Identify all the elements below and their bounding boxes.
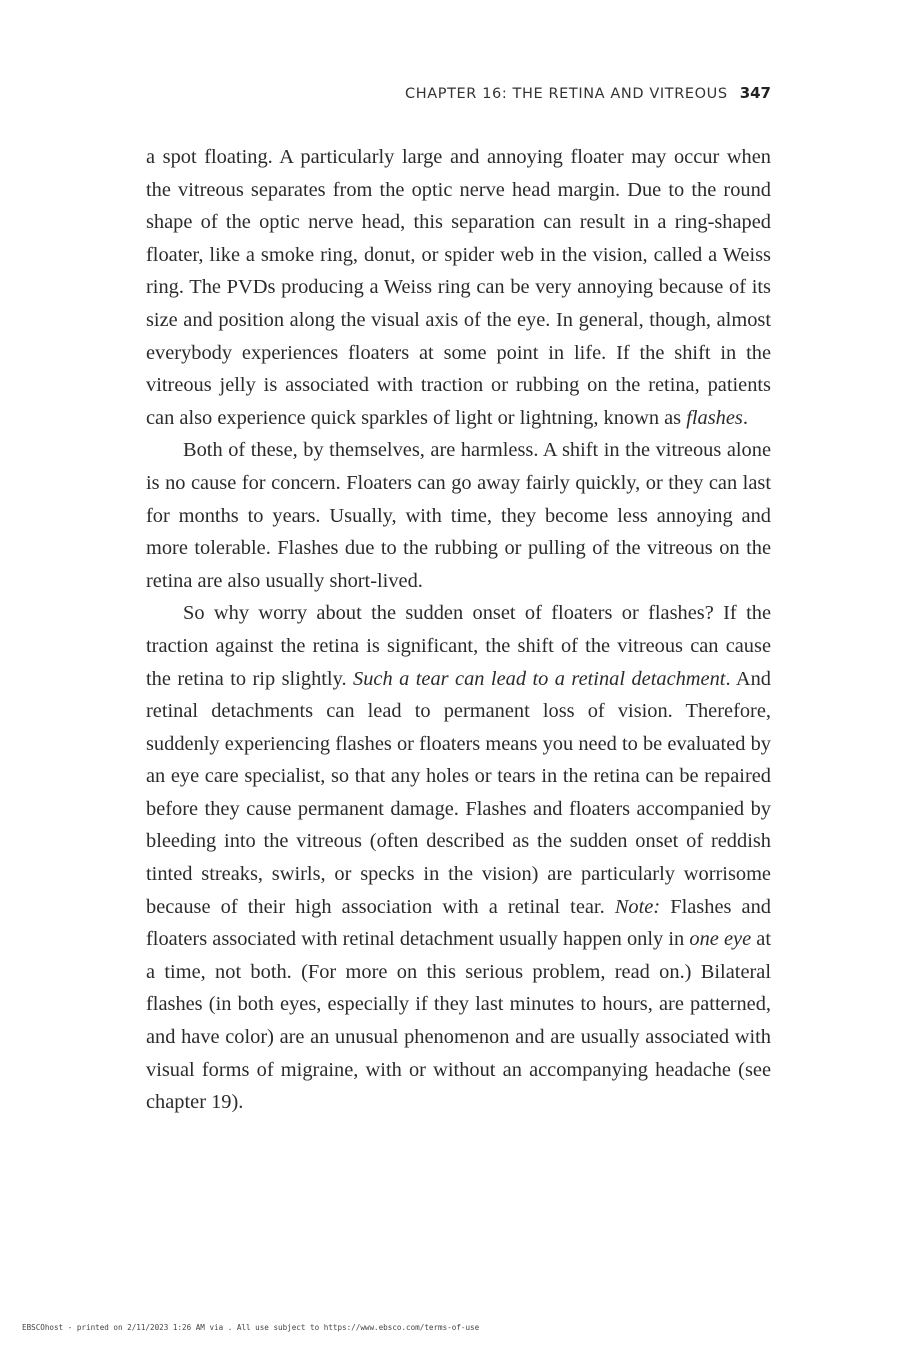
paragraph-3-text-2: . And retinal detachments can lead to permanent loss of vision. Therefore, suddenly experiencing flashes or floaters means you need to be evaluated by an eye care specialist, so that any holes or tears in the retina can be repaired before they cause permanent damage. Flashes and floaters accompanied by bleeding into the vitreous (often described as the sudden onset of reddish tinted streaks, swirls, or specks in the vision) are particularly worrisome because of their high association with a retinal tear. [146, 667, 771, 918]
paragraph-3-text-3: Flashes and floaters associated with retinal detachment usually happen only in [146, 895, 771, 951]
paragraph-1 [146, 141, 771, 434]
paragraph-3-text-1: So why worry about the sudden onset of floaters or flashes? If the traction against the retina is significant, the shift of the vitreous can cause the retina to rip slightly. [146, 602, 771, 690]
paragraph-1-text-2: . [742, 406, 748, 429]
paragraph-1-text-1: a spot floating. A particularly large and annoying floater may occur when the vitreous separates from the optic nerve head margin. Due to the round shape of the optic nerve head, this separation can result in a ring-shaped floater, like a smoke ring, donut, or spider web in the vision, called a Weiss ring. The PVDs producing a Weiss ring can be very annoying because of its size and position along the visual axis of the eye. In general, though, almost everybody experiences floaters at some point in life. If the shift in the vitreous jelly is associated with traction or rubbing on the retina, patients can also experience quick sparkles of light or lightning, known as [146, 146, 771, 429]
paragraph-2-text-1: Both of these, by themselves, are harmless. A shift in the vitreous alone is no cause for concern. Floaters can go away fairly quickly, or they can last for months to years. Usually, with time, they become less annoying and more tolerable. Flashes due to the rubbing or pulling of the vitreous on the retina are also usually short-lived. [146, 439, 771, 592]
print-footer: EBSCOhost - printed on 2/11/2023 1:26 AM via . All use subject to https://www.ebsco.com/terms-of-use [22, 1323, 480, 1332]
body-text [146, 141, 771, 1119]
paragraph-1-emphasis-flashes: flashes [686, 406, 743, 429]
paragraph-2 [146, 434, 771, 597]
running-header [146, 84, 771, 106]
chapter-title: CHAPTER 16: THE RETINA AND VITREOUS [405, 86, 728, 102]
paragraph-3 [146, 597, 771, 1119]
page-number: 347 [739, 84, 771, 102]
paragraph-3-emphasis-retinal-detachment: Such a tear can lead to a retinal detachment [353, 667, 726, 690]
paragraph-3-emphasis-one-eye: one eye [689, 928, 752, 951]
paragraph-3-text-4: at a time, not both. (For more on this serious problem, read on.) Bilateral flashes (in both eyes, especially if they last minutes to hours, are patterned, and have color) are an unusual phenomenon and are usually associated with visual forms of migraine, with or without an accompanying headache (see chapter 19). [146, 928, 771, 1114]
paragraph-3-emphasis-note: Note: [614, 895, 661, 918]
